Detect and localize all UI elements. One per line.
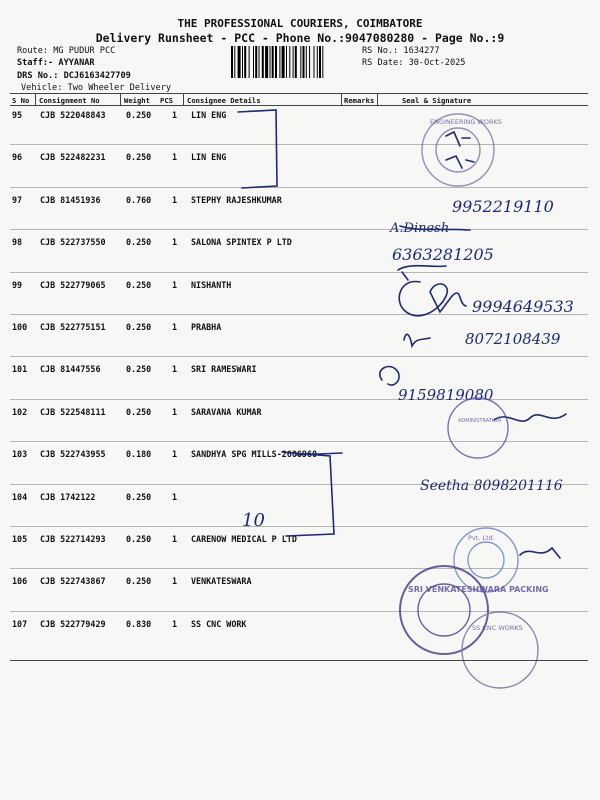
row-consignee: LIN ENG — [191, 152, 227, 163]
handwritten-phone: 9159819080 — [398, 386, 494, 404]
stamp-text: Pvt. Ltd. — [468, 534, 495, 542]
table-top-rule — [10, 93, 588, 94]
barcode-bar — [231, 46, 233, 78]
barcode-bar — [253, 46, 254, 78]
barcode-bar — [317, 46, 318, 78]
row-weight: 0.250 — [126, 322, 152, 332]
barcode-bar — [275, 46, 277, 78]
barcode-bar — [319, 46, 321, 78]
col-pcs: PCS — [160, 96, 173, 105]
row-weight: 0.250 — [126, 279, 152, 290]
barcode-bar — [289, 46, 290, 78]
col-divider — [183, 93, 184, 105]
col-divider — [377, 93, 378, 105]
row-divider — [10, 356, 588, 357]
col-consignment: Consignment No — [39, 96, 100, 105]
row-divider — [10, 441, 588, 442]
barcode-bar — [300, 46, 301, 78]
handwritten-name: A.Dinesh — [390, 221, 450, 236]
barcode-bar — [270, 46, 271, 78]
col-remarks: Remarks — [344, 96, 375, 105]
handwritten-phone: 9994649533 — [472, 297, 574, 316]
row-divider — [10, 272, 588, 273]
row-sno: 105 — [12, 534, 28, 544]
row-divider — [10, 144, 588, 145]
row-consignment-no: CJB 522743955 — [40, 449, 106, 460]
col-seal: Seal & Signature — [402, 96, 472, 105]
stamp-icon — [422, 114, 494, 186]
row-consignee: CARENOW MEDICAL P LTD — [191, 534, 297, 544]
row-pcs: 1 — [172, 406, 178, 417]
row-sno: 98 — [12, 237, 23, 248]
row-sno: 100 — [12, 322, 28, 332]
row-weight: 0.250 — [126, 110, 152, 120]
row-consignee: STEPHY RAJESHKUMAR — [191, 194, 282, 205]
company-name: THE PROFESSIONAL COURIERS, COIMBATORE — [177, 17, 423, 30]
row-divider — [10, 568, 588, 569]
row-consignee: LIN ENG — [191, 110, 227, 120]
row-weight: 0.250 — [126, 364, 152, 375]
rs-number: RS No.: 1634277 — [362, 46, 440, 56]
stamp-icon — [462, 612, 538, 688]
barcode-bar — [259, 46, 260, 78]
bracket-mark — [282, 452, 334, 536]
row-weight: 0.180 — [126, 449, 152, 460]
barcode-bar — [322, 46, 323, 78]
barcode-bar — [255, 46, 257, 78]
row-consignee: NISHANTH — [191, 279, 232, 290]
row-consignee: PRABHA — [191, 322, 222, 332]
row-pcs: 1 — [172, 618, 178, 629]
row-consignment-no: CJB 1742122 — [40, 491, 96, 502]
row-consignee: SALONA SPINTEX P LTD — [191, 237, 292, 248]
row-sno: 99 — [12, 279, 23, 290]
row-pcs: 1 — [172, 534, 178, 544]
barcode-bar — [303, 46, 305, 78]
handwritten-phone: 9952219110 — [452, 197, 554, 216]
row-sno: 95 — [12, 110, 23, 120]
handwritten-mark: 10 — [242, 510, 265, 531]
row-pcs: 1 — [172, 576, 178, 587]
row-divider — [10, 526, 588, 527]
row-weight: 0.830 — [126, 618, 152, 629]
barcode-bar — [272, 46, 274, 78]
row-divider — [10, 187, 588, 188]
stamp-text: SRI VENKATESHWARA PACKING — [408, 585, 549, 594]
header-bottom-rule — [10, 105, 588, 106]
row-pcs: 1 — [172, 194, 178, 205]
handwritten-phone: 8072108439 — [465, 330, 561, 348]
row-consignee: SARAVANA KUMAR — [191, 406, 262, 417]
row-sno: 96 — [12, 152, 23, 163]
handwritten-phone: 6363281205 — [392, 245, 494, 264]
row-weight: 0.250 — [126, 576, 152, 587]
row-consignment-no: CJB 522743867 — [40, 576, 106, 587]
vehicle-label: Vehicle: Two Wheeler Delivery — [21, 83, 172, 93]
bracket-mark — [238, 110, 277, 188]
barcode-bar — [309, 46, 310, 78]
route-label: Route: MG PUDUR PCC — [17, 46, 116, 56]
table-bottom-rule — [10, 660, 588, 661]
row-pcs: 1 — [172, 322, 178, 332]
barcode-bar — [314, 46, 315, 78]
staff-label: Staff:- AYYANAR — [17, 58, 95, 68]
stamp-text: ENGINEERING WORKS — [430, 118, 502, 126]
row-weight: 0.250 — [126, 152, 152, 163]
row-consignment-no: CJB 81451936 — [40, 194, 101, 205]
row-sno: 106 — [12, 576, 28, 587]
row-weight: 0.250 — [126, 534, 152, 544]
row-pcs: 1 — [172, 491, 178, 502]
row-divider — [10, 399, 588, 400]
row-consignee: VENKATESWARA — [191, 576, 252, 587]
row-consignment-no: CJB 522779429 — [40, 618, 106, 629]
row-divider — [10, 314, 588, 315]
row-pcs: 1 — [172, 110, 178, 120]
row-sno: 103 — [12, 449, 28, 460]
drs-number: DRS No.: DCJ6163427709 — [17, 71, 131, 81]
row-pcs: 1 — [172, 279, 178, 290]
col-divider — [35, 93, 36, 105]
barcode-bar — [279, 46, 280, 78]
stamp-icon — [448, 398, 508, 458]
row-sno: 102 — [12, 406, 28, 417]
row-divider — [10, 484, 588, 485]
row-consignee: SANDHYA SPG MILLS-2606960 — [191, 449, 318, 460]
row-sno: 101 — [12, 364, 28, 375]
stamp-text: SS CNC WORKS — [472, 624, 523, 632]
stamp-icon — [454, 528, 518, 592]
row-divider — [10, 229, 588, 230]
col-consignee: Consignee Details — [187, 96, 261, 105]
col-divider — [341, 93, 342, 105]
barcode-bar — [306, 46, 307, 78]
barcode-bar — [265, 46, 268, 78]
col-divider — [120, 93, 121, 105]
row-sno: 107 — [12, 618, 28, 629]
barcode-bar — [238, 46, 241, 78]
barcode-bar — [282, 46, 285, 78]
col-weight: Weight — [124, 96, 150, 105]
barcode-bar — [244, 46, 246, 78]
row-consignee: SS CNC WORK — [191, 618, 247, 629]
row-consignment-no: CJB 522779065 — [40, 279, 106, 290]
barcode-bar — [249, 46, 250, 78]
row-consignment-no: CJB 522775151 — [40, 322, 106, 332]
runsheet-title: Delivery Runsheet - PCC - Phone No.:9047080280 - Page No.:9 — [95, 31, 505, 45]
row-pcs: 1 — [172, 364, 178, 375]
row-consignment-no: CJB 522548111 — [40, 406, 106, 417]
barcode-bar — [295, 46, 297, 78]
row-consignee: SRI RAMESWARI — [191, 364, 257, 375]
row-consignment-no: CJB 522737550 — [40, 237, 106, 248]
row-weight: 0.250 — [126, 491, 152, 502]
col-sno: S No — [12, 96, 30, 105]
barcode-bar — [286, 46, 287, 78]
row-consignment-no: CJB 522048843 — [40, 110, 106, 120]
row-consignment-no: CJB 522482231 — [40, 152, 106, 163]
row-pcs: 1 — [172, 237, 178, 248]
row-divider — [10, 611, 588, 612]
row-sno: 97 — [12, 194, 23, 205]
row-weight: 0.250 — [126, 237, 152, 248]
handwritten-signature: Seetha 8098201116 — [420, 478, 563, 494]
stamp-text: ADMINISTRATION — [458, 418, 502, 424]
barcode-bar — [262, 46, 264, 78]
row-weight: 0.250 — [126, 406, 152, 417]
row-weight: 0.760 — [126, 194, 152, 205]
rs-date: RS Date: 30-Oct-2025 — [362, 58, 466, 68]
row-sno: 104 — [12, 491, 28, 502]
barcode-icon — [231, 46, 359, 78]
barcode-bar — [234, 46, 235, 78]
row-pcs: 1 — [172, 449, 178, 460]
barcode-bar — [242, 46, 243, 78]
barcode-bar — [293, 46, 294, 78]
row-consignment-no: CJB 522714293 — [40, 534, 106, 544]
row-pcs: 1 — [172, 152, 178, 163]
row-consignment-no: CJB 81447556 — [40, 364, 101, 375]
